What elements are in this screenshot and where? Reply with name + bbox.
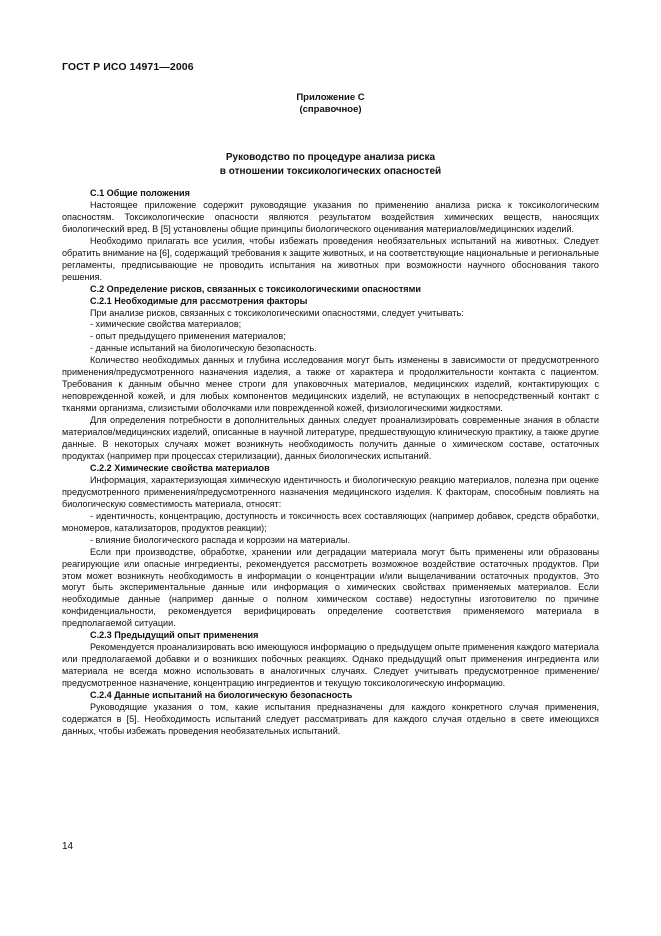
section-heading: С.2.4 Данные испытаний на биологическую безопасность [90,690,353,701]
list-item: - влияние биологического распада и коррозии на материалы. [90,534,350,545]
section-heading: С.2.2 Химические свойства материалов [90,462,270,473]
section-heading: С.2 Определение рисков, связанных с токсикологическими опасностями [90,283,421,294]
title-line-2: в отношении токсикологических опасностей [219,166,442,177]
appendix-heading [0,92,661,116]
list-item: - химические свойства материалов; [90,319,242,330]
paragraph: Рекомендуется проанализировать всю имеющуюся информацию о предыдущем опыте применения каждого материала или предполагаемой добавки и о возникших побочных реакциях. Однако предыдущий опыт применения ингредиента или материала не всегда можно использовать в аналогичных случаях. Следует учитывать предусмотренное применение/предусмотренное назначение, концентрацию ингредиентов и текущую токсикологическую информацию. [62,642,599,689]
page-number: 14 [62,841,74,852]
section-heading: С.2.1 Необходимые для рассмотрения факторы [90,295,308,306]
paragraph: Руководящие указания о том, какие испытания предназначены для каждого конкретного случая применения, содержатся в [5]. Необходимость испытаний следует рассматривать для каждого случая отдельно в свете имеющихся данных, чтобы избежать проведения необязательных испытаний. [62,701,599,736]
document-code: ГОСТ Р ИСО 14971—2006 [62,61,194,73]
section-heading: С.2.3 Предыдущий опыт применения [90,630,259,641]
paragraph: Необходимо прилагать все усилия, чтобы избежать проведения необязательных испытаний на животных. Следует обратить внимание на [6], содержащий требования к защите животных, и на соответствующие национальные и региональные регламенты, предписывающие не проводить испытания на животных при возможности научного обоснования такого решения. [62,235,599,282]
paragraph: Количество необходимых данных и глубина исследования могут быть изменены в зависимости от предусмотренного применения/предусмотренного назначения изделия, а также от характера и продолжительности контакта с пациентом. Требования к данным обычно менее строги для упаковочных материалов, медицинских изделий, контактирующих с неповрежденной кожей, и для любых компонентов медицинских изделий, не вступающих в непосредственный контакт с тканями организма, слизистыми оболочками или поврежденной кожей, физиологическими жидкостями. [62,355,599,414]
paragraph: При анализе рисков, связанных с токсикологическими опасностями, следует учитывать: [90,307,464,318]
paragraph: Информация, характеризующая химическую идентичность и биологическую реакцию материалов, полезна при оценке предусмотренного применения/предусмотренного назначения медицинского изделия. К факторам, способным повлиять на биологическую совместимость материала, относят: [62,474,599,509]
paragraph: Настоящее приложение содержит руководящие указания по применению анализа риска к токсикологическим опасностям. Токсикологические опасности являются результатом воздействия химических веществ, наносящих биологический вред. В [5] установлены общие принципы биологического оценивания материалов/медицинских изделий. [62,199,599,234]
title-line-1: Руководство по процедуре анализа риска [225,152,436,163]
paragraph: Если при производстве, обработке, хранении или деградации материала могут быть применены или образованы реагирующие или опасные ингредиенты, рекомендуется рассмотреть возможное воздействие остаточных продуктов. При этом может возникнуть необходимость в информации о концентрации и/или выщелачивании остаточных продуктов. Это могут быть экспериментальные данные или информация о химических свойствах применяемых материалов. Если необходимые данные (например данные о полном химическом составе) недоступны изготовителю по причине конфиденциальности, рекомендуется верифицировать определение соответствия применяемого материала в предполагаемой ситуации. [62,546,599,629]
appendix-title [0,151,661,179]
body-text [62,188,599,738]
paragraph: Для определения потребности в дополнительных данных следует проанализировать современные знания в области материалов/медицинских изделий, описанные в научной литературе, предшествующую клиническую практику, а также другие данные. В некоторых случаях может возникнуть необходимость получить данные о химическом составе, остаточных продуктах (например при процессах стерилизации), данных биологических испытаний. [62,415,599,461]
appendix-type: (справочное) [299,104,362,115]
list-item: - опыт предыдущего применения материалов; [90,331,286,342]
section-heading: С.1 Общие положения [90,188,190,198]
appendix-label: Приложение С [296,92,365,103]
list-item: - идентичность, концентрацию, доступность и токсичность всех составляющих (например добавок, средств обработки, мономеров, катализаторов, продуктов реакции); [62,510,599,533]
list-item: - данные испытаний на биологическую безопасность. [90,343,317,354]
